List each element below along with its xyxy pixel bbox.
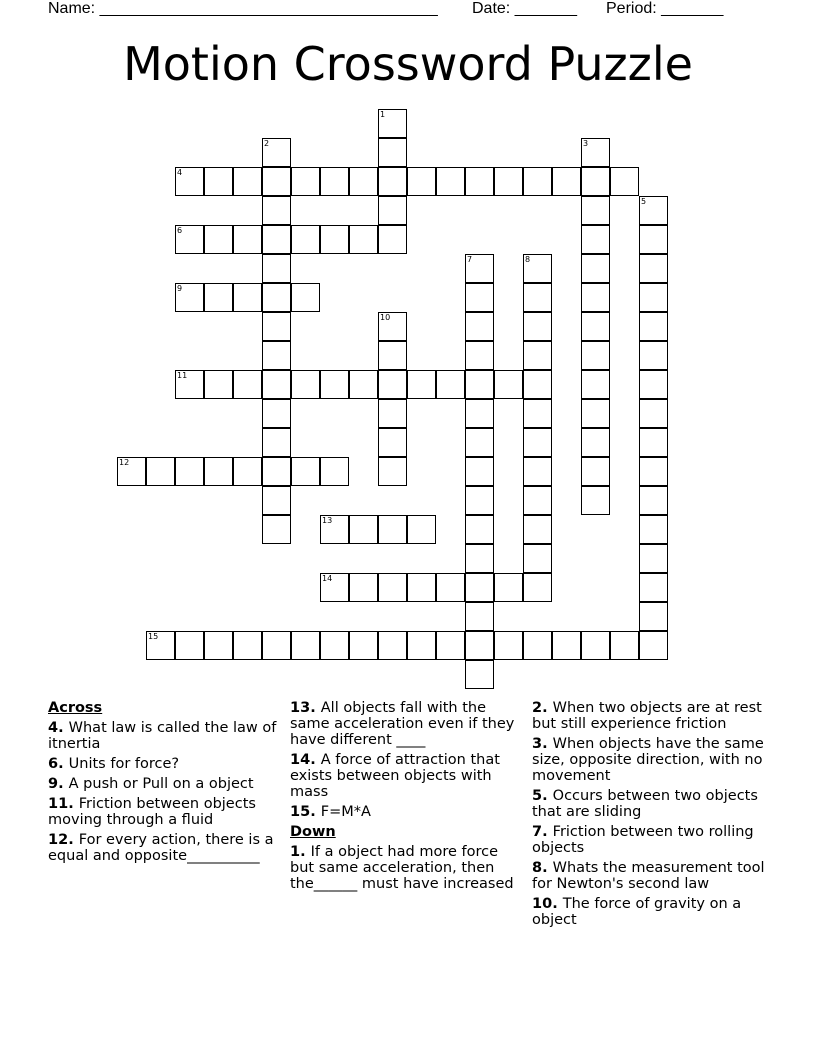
crossword-cell[interactable] [581, 457, 610, 486]
crossword-cell[interactable] [378, 515, 407, 544]
crossword-cell[interactable] [349, 573, 378, 602]
crossword-cell[interactable] [233, 370, 262, 399]
crossword-cell[interactable] [465, 573, 494, 602]
crossword-cell[interactable] [349, 631, 378, 660]
crossword-cell[interactable] [581, 486, 610, 515]
clue-number: 8 [525, 255, 531, 264]
crossword-cell[interactable] [465, 428, 494, 457]
clue-across-9: 9. A push or Pull on a object [48, 776, 254, 792]
crossword-cell[interactable] [175, 370, 204, 399]
crossword-cell[interactable] [233, 225, 262, 254]
crossword-cell[interactable] [436, 573, 465, 602]
crossword-cell[interactable] [320, 573, 349, 602]
crossword-cell[interactable] [262, 138, 291, 167]
crossword-cell[interactable] [581, 341, 610, 370]
crossword-cell[interactable] [262, 399, 291, 428]
crossword-cell[interactable] [581, 399, 610, 428]
crossword-cell[interactable] [262, 225, 291, 254]
crossword-cell[interactable] [552, 167, 581, 196]
crossword-cell[interactable] [639, 544, 668, 573]
clue-number: 1 [380, 110, 386, 119]
crossword-cell[interactable] [262, 457, 291, 486]
crossword-cell[interactable] [523, 428, 552, 457]
crossword-cell[interactable] [523, 254, 552, 283]
crossword-cell[interactable] [639, 515, 668, 544]
crossword-cell[interactable] [639, 225, 668, 254]
crossword-cell[interactable] [581, 312, 610, 341]
crossword-cell[interactable] [262, 428, 291, 457]
crossword-cell[interactable] [465, 167, 494, 196]
period-field-label[interactable]: Period: _______ [606, 0, 724, 17]
crossword-cell[interactable] [465, 312, 494, 341]
crossword-cell[interactable] [320, 167, 349, 196]
crossword-cell[interactable] [378, 109, 407, 138]
crossword-cell[interactable] [465, 544, 494, 573]
crossword-cell[interactable] [320, 370, 349, 399]
crossword-cell[interactable] [610, 167, 639, 196]
crossword-cell[interactable] [349, 515, 378, 544]
crossword-cell[interactable] [407, 573, 436, 602]
crossword-cell[interactable] [436, 370, 465, 399]
down-heading: Down [290, 824, 336, 840]
crossword-cell[interactable] [378, 196, 407, 225]
clue-number: 11 [177, 371, 188, 380]
crossword-cell[interactable] [523, 167, 552, 196]
crossword-cell[interactable] [175, 225, 204, 254]
crossword-cell[interactable] [204, 225, 233, 254]
crossword-cell[interactable] [523, 312, 552, 341]
crossword-cell[interactable] [291, 370, 320, 399]
crossword-cell[interactable] [146, 457, 175, 486]
clue-number: 4 [177, 168, 183, 177]
crossword-cell[interactable] [639, 631, 668, 660]
crossword-cell[interactable] [407, 515, 436, 544]
crossword-cell[interactable] [494, 573, 523, 602]
crossword-cell[interactable] [523, 457, 552, 486]
crossword-cell[interactable] [465, 283, 494, 312]
crossword-cell[interactable] [639, 428, 668, 457]
crossword-cell[interactable] [320, 225, 349, 254]
crossword-cell[interactable] [378, 457, 407, 486]
crossword-cell[interactable] [523, 544, 552, 573]
crossword-cell[interactable] [349, 167, 378, 196]
clue-across-6: 6. Units for force? [48, 756, 180, 772]
clue-down-7: 7. Friction between two rolling objects [532, 824, 754, 856]
clue-number: 10 [380, 313, 391, 322]
crossword-cell[interactable] [378, 370, 407, 399]
crossword-cell[interactable] [320, 457, 349, 486]
clue-down-3: 3. When objects have the same size, opposite direction, with no movement [532, 736, 764, 784]
crossword-cell[interactable] [523, 631, 552, 660]
crossword-cell[interactable] [262, 283, 291, 312]
clue-number: 2 [264, 139, 270, 148]
crossword-cell[interactable] [523, 341, 552, 370]
clue-across-14: 14. A force of attraction that exists between objects with mass [290, 752, 500, 800]
clue-down-1: 1. If a object had more force but same acceleration, then the______ must have increased [290, 844, 514, 892]
crossword-cell[interactable] [233, 283, 262, 312]
crossword-cell[interactable] [378, 167, 407, 196]
crossword-cell[interactable] [465, 457, 494, 486]
crossword-cell[interactable] [610, 631, 639, 660]
crossword-cell[interactable] [523, 573, 552, 602]
crossword-cell[interactable] [204, 167, 233, 196]
date-field-label[interactable]: Date: _______ [472, 0, 577, 17]
clues-column-3 [532, 700, 772, 932]
crossword-cell[interactable] [175, 457, 204, 486]
crossword-cell[interactable] [436, 631, 465, 660]
crossword-cell[interactable] [233, 167, 262, 196]
crossword-cell[interactable] [204, 631, 233, 660]
crossword-cell[interactable] [581, 631, 610, 660]
crossword-cell[interactable] [407, 631, 436, 660]
crossword-cell[interactable] [204, 370, 233, 399]
crossword-cell[interactable] [639, 602, 668, 631]
crossword-cell[interactable] [465, 515, 494, 544]
crossword-cell[interactable] [581, 370, 610, 399]
crossword-cell[interactable] [262, 196, 291, 225]
crossword-cell[interactable] [175, 631, 204, 660]
crossword-cell[interactable] [378, 428, 407, 457]
crossword-cell[interactable] [378, 341, 407, 370]
crossword-cell[interactable] [262, 312, 291, 341]
crossword-cell[interactable] [523, 399, 552, 428]
crossword-cell[interactable] [378, 573, 407, 602]
crossword-cell[interactable] [291, 457, 320, 486]
crossword-cell[interactable] [523, 370, 552, 399]
crossword-cell[interactable] [581, 254, 610, 283]
crossword-cell[interactable] [494, 631, 523, 660]
clue-across-11: 11. Friction between objects moving through a fluid [48, 796, 256, 828]
crossword-cell[interactable] [175, 167, 204, 196]
crossword-cell[interactable] [378, 631, 407, 660]
crossword-cell[interactable] [639, 370, 668, 399]
clues-column-2 [290, 700, 526, 896]
crossword-cell[interactable] [262, 341, 291, 370]
crossword-cell[interactable] [204, 283, 233, 312]
crossword-cell[interactable] [233, 457, 262, 486]
crossword-cell[interactable] [291, 167, 320, 196]
crossword-cell[interactable] [291, 631, 320, 660]
crossword-cell[interactable] [581, 283, 610, 312]
crossword-cell[interactable] [523, 486, 552, 515]
crossword-cell[interactable] [436, 167, 465, 196]
clue-number: 12 [119, 458, 130, 467]
crossword-cell[interactable] [146, 631, 175, 660]
crossword-cell[interactable] [262, 167, 291, 196]
crossword-cell[interactable] [581, 225, 610, 254]
crossword-cell[interactable] [378, 225, 407, 254]
crossword-cell[interactable] [349, 225, 378, 254]
crossword-cell[interactable] [465, 341, 494, 370]
crossword-cell[interactable] [465, 660, 494, 689]
clue-down-5: 5. Occurs between two objects that are sliding [532, 788, 758, 820]
crossword-cell[interactable] [465, 370, 494, 399]
clue-number: 15 [148, 632, 159, 641]
clue-number: 7 [467, 255, 473, 264]
crossword-cell[interactable] [639, 254, 668, 283]
crossword-cell[interactable] [262, 370, 291, 399]
crossword-cell[interactable] [407, 167, 436, 196]
crossword-cell[interactable] [320, 515, 349, 544]
crossword-cell[interactable] [639, 399, 668, 428]
crossword-cell[interactable] [581, 167, 610, 196]
clue-across-12: 12. For every action, there is a equal and opposite__________ [48, 832, 274, 864]
crossword-cell[interactable] [465, 602, 494, 631]
name-field-label[interactable]: Name: ______________________________________ [48, 0, 438, 17]
crossword-cell[interactable] [639, 486, 668, 515]
crossword-cell[interactable] [465, 486, 494, 515]
crossword-cell[interactable] [378, 399, 407, 428]
crossword-cell[interactable] [523, 515, 552, 544]
crossword-cell[interactable] [320, 631, 349, 660]
crossword-cell[interactable] [407, 370, 436, 399]
clue-number: 5 [641, 197, 647, 206]
crossword-cell[interactable] [494, 370, 523, 399]
crossword-cell[interactable] [262, 515, 291, 544]
clue-down-2: 2. When two objects are at rest but still experience friction [532, 700, 762, 732]
across-heading: Across [48, 700, 103, 716]
clue-number: 14 [322, 574, 333, 583]
crossword-cell[interactable] [639, 573, 668, 602]
crossword-cell[interactable] [349, 370, 378, 399]
crossword-cell[interactable] [494, 167, 523, 196]
crossword-cell[interactable] [639, 312, 668, 341]
crossword-cell[interactable] [639, 457, 668, 486]
clue-across-15: 15. F=M*A [290, 804, 371, 820]
crossword-cell[interactable] [465, 254, 494, 283]
crossword-cell[interactable] [291, 225, 320, 254]
crossword-cell[interactable] [262, 631, 291, 660]
crossword-cell[interactable] [581, 138, 610, 167]
clue-across-13: 13. All objects fall with the same acceleration even if they have different ____ [290, 700, 515, 748]
clues-column-1 [48, 700, 280, 868]
crossword-cell[interactable] [291, 283, 320, 312]
clue-down-8: 8. Whats the measurement tool for Newton's second law [532, 860, 765, 892]
clue-down-10: 10. The force of gravity on a object [532, 896, 742, 928]
crossword-cell[interactable] [639, 341, 668, 370]
crossword-cell[interactable] [378, 138, 407, 167]
crossword-cell[interactable] [175, 283, 204, 312]
crossword-cell[interactable] [465, 399, 494, 428]
clue-number: 3 [583, 139, 589, 148]
crossword-cell[interactable] [465, 631, 494, 660]
clue-number: 9 [177, 284, 183, 293]
clue-number: 6 [177, 226, 183, 235]
crossword-cell[interactable] [639, 196, 668, 225]
clue-number: 13 [322, 516, 333, 525]
page-title: Motion Crossword Puzzle [123, 37, 693, 91]
crossword-cell[interactable] [233, 631, 262, 660]
crossword-cell[interactable] [262, 254, 291, 283]
crossword-cell[interactable] [204, 457, 233, 486]
crossword-cell[interactable] [639, 283, 668, 312]
crossword-cell[interactable] [262, 486, 291, 515]
crossword-cell[interactable] [581, 428, 610, 457]
crossword-cell[interactable] [552, 631, 581, 660]
clue-across-4: 4. What law is called the law of itnertia [48, 720, 277, 752]
crossword-cell[interactable] [581, 196, 610, 225]
crossword-cell[interactable] [117, 457, 146, 486]
crossword-cell[interactable] [378, 312, 407, 341]
crossword-cell[interactable] [523, 283, 552, 312]
